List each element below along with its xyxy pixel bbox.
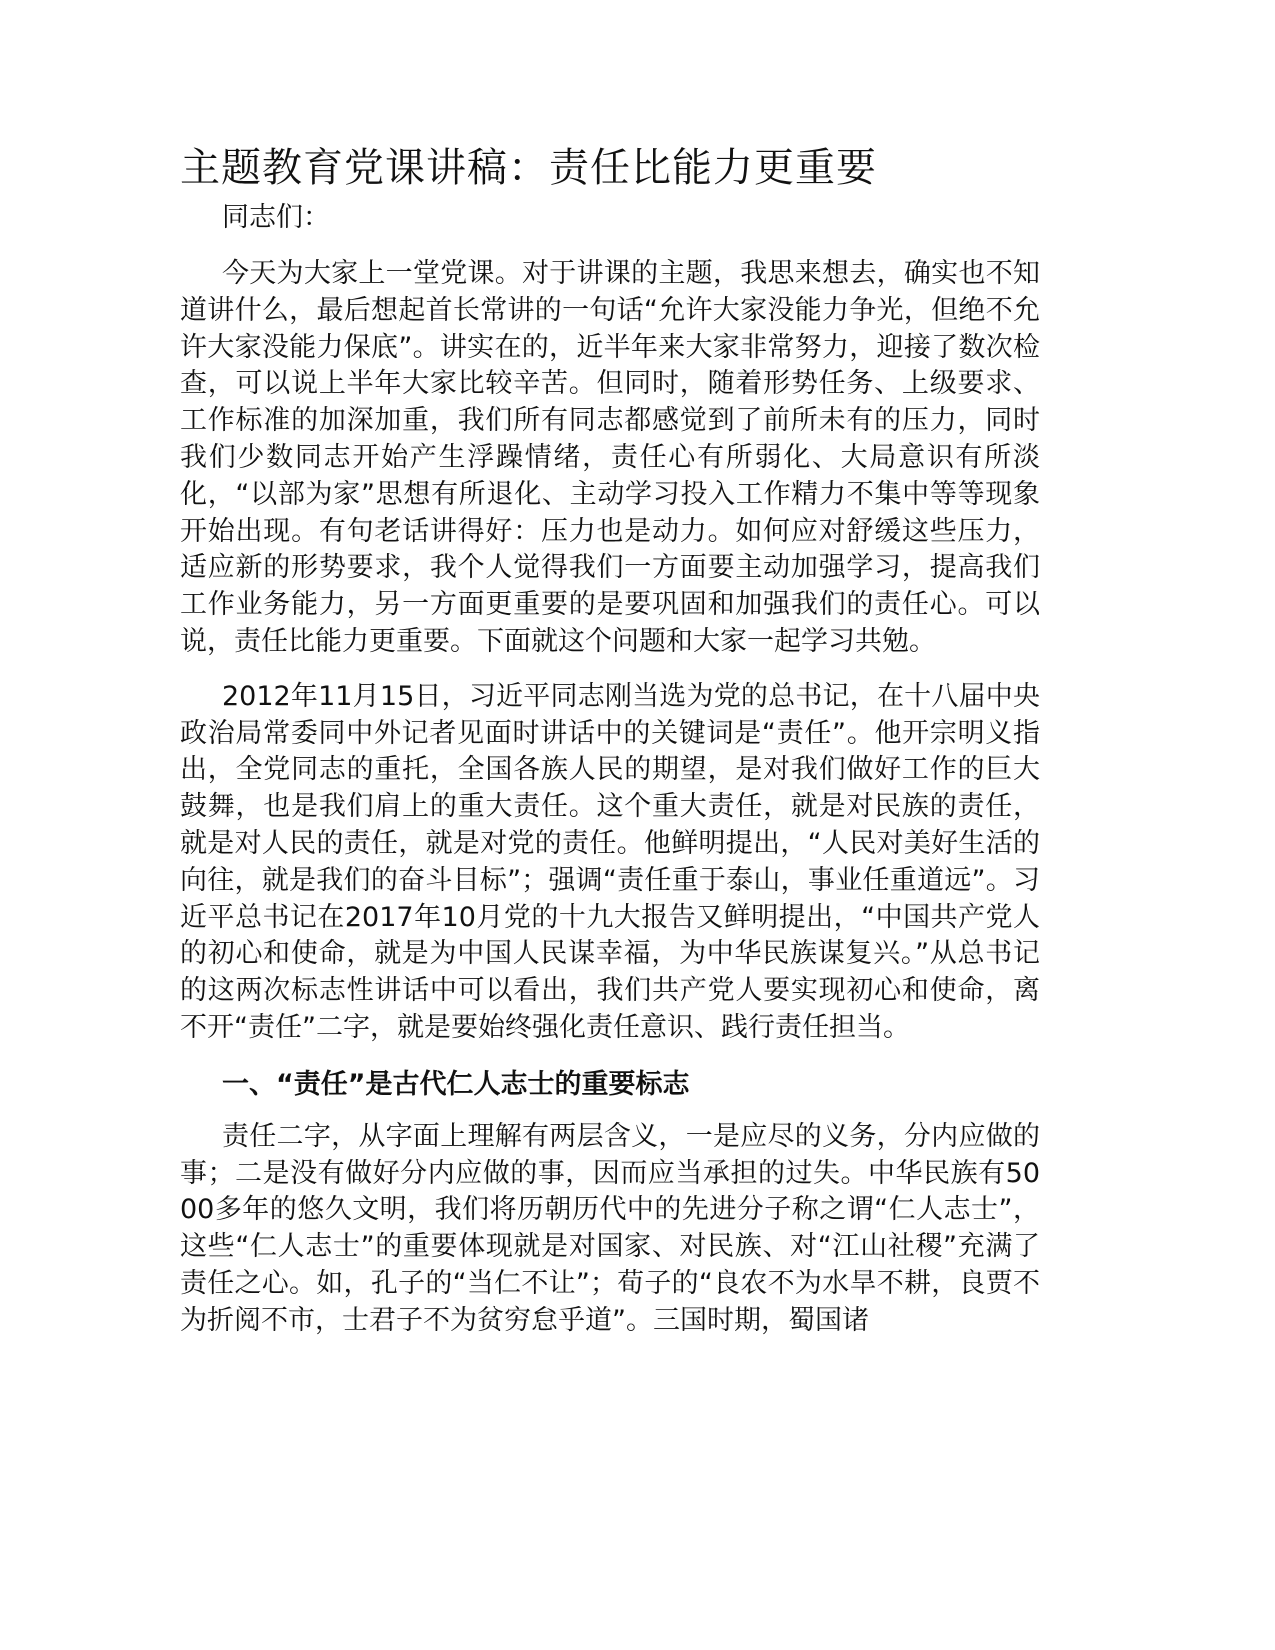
paragraph-section-one: 责任二字，从字面上理解有两层含义，一是应尽的义务，分内应做的事；二是没有做好分内应做的事，因而应当承担的过失。中华民族有5000多年的悠久文明，我们将历朝历代中的先进分子称之谓“仁人志士”，这些“仁人志士”的重要体现就是对国家、对民族、对“江山社稷”充满了责任之心。如，孔子的“当仁不让”；荀子的“良农不为水旱不耕，良贾不为折阅不市，士君子不为贫穷怠乎道”。三国时期，蜀国诸 [180, 1120, 1040, 1336]
section-heading: 一、“责任”是古代仁人志士的重要标志 [222, 1068, 690, 1100]
document-title: 主题教育党课讲稿：责任比能力更重要 [180, 145, 877, 191]
paragraph-xi-speech: 2012年11月15日，习近平同志刚当选为党的总书记，在十八届中央政治局常委同中外记者见面时讲话中的关键词是“责任”。他开宗明义指出，全党同志的重托，全国各族人民的期望，是对我们做好工作的巨大鼓舞，也是我们肩上的重大责任。这个重大责任，就是对民族的责任，就是对人民的责任，就是对党的责任。他鲜明提出，“人民对美好生活的向往，就是我们的奋斗目标”；强调“责任重于泰山，事业任重道远”。习近平总书记在2017年10月党的十九大报告又鲜明提出，“中国共产党人的初心和使命，就是为中国人民谋幸福，为中华民族谋复兴。”从总书记的这两次标志性讲话中可以看出，我们共产党人要实现初心和使命，离不开“责任”二字，就是要始终强化责任意识、践行责任担当。 [180, 680, 1040, 1043]
document-page [180, 140, 1040, 1358]
paragraph-intro: 今天为大家上一堂党课。对于讲课的主题，我思来想去，确实也不知道讲什么，最后想起首长常讲的一句话“允许大家没能力争光，但绝不允许大家没能力保底”。讲实在的，近半年来大家非常努力，迎接了数次检查，可以说上半年大家比较辛苦。但同时，随着形势任务、上级要求、工作标准的加深加重，我们所有同志都感觉到了前所未有的压力，同时我们少数同志开始产生浮躁情绪，责任心有所弱化、大局意识有所淡化，“以部为家”思想有所退化、主动学习投入工作精力不集中等等现象开始出现。有句老话讲得好：压力也是动力。如何应对舒缓这些压力，适应新的形势要求，我个人觉得我们一方面要主动加强学习，提高我们工作业务能力，另一方面更重要的是要巩固和加强我们的责任心。可以说，责任比能力更重要。下面就这个问题和大家一起学习共勉。 [180, 258, 1040, 657]
salutation: 同志们： [222, 202, 330, 233]
